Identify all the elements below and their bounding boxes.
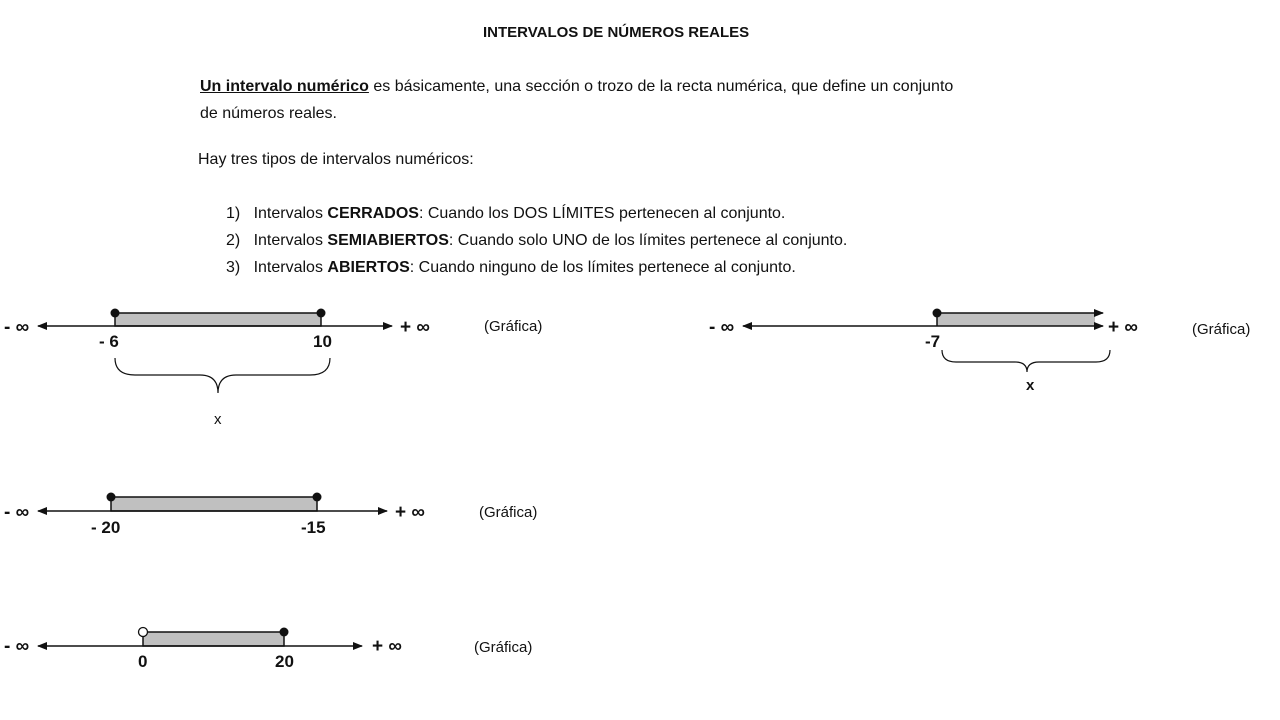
- number-line-4: [4, 628, 532, 672]
- neg-infinity-label: - ∞: [709, 317, 735, 338]
- closed-endpoint: [280, 628, 289, 637]
- right-bound-label: 10: [313, 332, 332, 351]
- left-bound-label: - 20: [91, 518, 121, 537]
- type-item-open: 3) Intervalos ABIERTOS: Cuando ninguno de los límites pertenece al conjunto.: [226, 259, 796, 276]
- right-bound-label: -15: [301, 518, 326, 537]
- closed-endpoint: [317, 309, 326, 318]
- graph-label: (Gráfica): [1192, 321, 1251, 338]
- interval-fill: [937, 313, 1095, 326]
- variable-label: x: [1026, 377, 1035, 394]
- left-bound-label: 0: [138, 652, 148, 671]
- right-bound-label: 20: [275, 652, 294, 671]
- left-bound-label: - 6: [99, 332, 119, 351]
- intro-line-2: de números reales.: [200, 105, 337, 122]
- interval-fill: [143, 632, 284, 646]
- graph-label: (Gráfica): [474, 639, 533, 656]
- type-item-semiopen: 2) Intervalos SEMIABIERTOS: Cuando solo UNO de los límites pertenece al conjunto.: [226, 232, 848, 249]
- pos-infinity-label: + ∞: [372, 636, 402, 657]
- neg-infinity-label: - ∞: [4, 317, 30, 338]
- graph-label: (Gráfica): [484, 318, 543, 335]
- neg-infinity-label: - ∞: [4, 502, 30, 523]
- intro-term: Un intervalo numérico: [200, 78, 369, 95]
- closed-endpoint: [107, 493, 116, 502]
- types-heading: Hay tres tipos de intervalos numéricos:: [198, 151, 474, 168]
- left-bound-label: -7: [925, 332, 941, 351]
- number-line-3: [4, 493, 537, 538]
- brace: [942, 350, 1110, 372]
- closed-endpoint: [111, 309, 120, 318]
- number-line-1: [4, 309, 542, 429]
- closed-endpoint: [313, 493, 322, 502]
- closed-endpoint: [933, 309, 942, 318]
- graph-label: (Gráfica): [479, 504, 538, 521]
- brace: [115, 358, 330, 393]
- number-line-2: [709, 309, 1250, 395]
- page-title: INTERVALOS DE NÚMEROS REALES: [483, 24, 750, 41]
- pos-infinity-label: + ∞: [1108, 317, 1138, 338]
- pos-infinity-label: + ∞: [395, 502, 425, 523]
- type-item-closed: 1) Intervalos CERRADOS: Cuando los DOS LÍMITES pertenecen al conjunto.: [226, 205, 786, 222]
- open-endpoint: [139, 628, 148, 637]
- variable-label: x: [214, 411, 222, 428]
- intro-text: es básicamente, una sección o trozo de la recta numérica, que define un conjunto: [368, 78, 954, 95]
- pos-infinity-label: + ∞: [400, 317, 430, 338]
- neg-infinity-label: - ∞: [4, 636, 30, 657]
- interval-fill: [111, 497, 317, 511]
- interval-fill: [115, 313, 321, 326]
